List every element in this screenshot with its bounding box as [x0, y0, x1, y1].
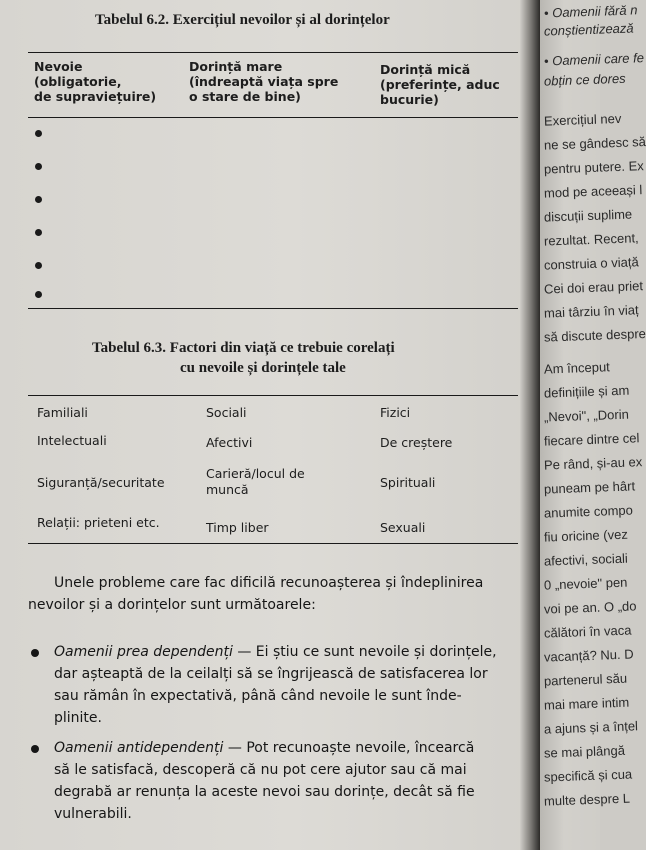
list-bullet: [31, 649, 39, 657]
list-item-line: vulnerabili.: [54, 806, 132, 822]
table-cell: Relații: prieteni etc.: [37, 515, 160, 530]
adjacent-page-line: vacanță? Nu. D: [543, 646, 634, 665]
empty-row-bullet: [35, 130, 42, 137]
adjacent-page-line: voi pe an. O „do: [543, 598, 637, 617]
table-6-2-bottom-rule: [28, 308, 518, 309]
table-6-2-header-rule: [28, 117, 518, 118]
table-cell: De creștere: [380, 435, 453, 450]
column-header-line: bucurie): [380, 92, 439, 107]
table-cell: Familiali: [37, 405, 88, 420]
adjacent-page-line: discuții suplime: [543, 206, 633, 225]
table-cell: Fizici: [380, 405, 411, 420]
table-6-3-caption-line1: Tabelul 6.3. Factori din viață ce trebuie corelați: [92, 340, 395, 356]
adjacent-page-line: • Oamenii care fe: [543, 50, 645, 69]
adjacent-page-line: a ajuns și a înțel: [543, 718, 639, 737]
adjacent-page-line: fiecare dintre cel: [543, 430, 640, 449]
column-header-big-desire: [189, 59, 338, 104]
list-item-line: sau rămân în expectativă, până când nevoile le sunt înde-: [54, 688, 462, 704]
empty-row-bullet: [35, 163, 42, 170]
table-cell: Sociali: [206, 405, 247, 420]
table-cell: Siguranță/securitate: [37, 475, 165, 490]
list-item-line: să le satisfacă, descoperă că nu pot cere ajutor sau că mai: [54, 762, 467, 778]
adjacent-page-line: partenerul său: [543, 670, 628, 689]
adjacent-page-line: „Nevoi", „Dorin: [543, 406, 630, 425]
table-cell: Afectivi: [206, 435, 253, 450]
table-6-3-bottom-rule: [28, 543, 518, 544]
adjacent-page-line: mai târziu în viaț: [543, 302, 639, 321]
adjacent-page-line: pentru putere. Ex: [543, 158, 644, 177]
adjacent-page-line: să discute despre: [543, 326, 646, 345]
adjacent-page-line: Am început: [543, 359, 611, 377]
adjacent-page-line: mod pe aceeași l: [543, 182, 643, 201]
column-header-line: de supraviețuire): [34, 89, 157, 104]
page-gutter: [520, 0, 540, 850]
adjacent-page-line: puneam pe hârt: [543, 478, 636, 497]
empty-row-bullet: [35, 229, 42, 236]
list-item-line: degrabă ar renunța la aceste nevoi sau dorințe, decât să fie: [54, 784, 475, 800]
list-bullet: [31, 745, 39, 753]
adjacent-page-line: specifică și cua: [543, 766, 633, 785]
table-6-2-caption: Tabelul 6.2. Exercițiul nevoilor și al dorințelor: [95, 12, 390, 28]
adjacent-page-line: definițiile și am: [543, 382, 630, 401]
adjacent-page-line: călători în vaca: [543, 622, 632, 641]
adjacent-page-line: construia o viață: [543, 254, 639, 273]
table-cell: Carieră/locul de muncă: [206, 466, 305, 497]
empty-row-bullet: [35, 196, 42, 203]
column-header-small-desire: [380, 62, 500, 107]
adjacent-page-line: fiu oricine (vez: [543, 526, 629, 545]
list-item-term: Oamenii antidependenți: [54, 740, 224, 756]
adjacent-page-line: Cei doi erau priet: [543, 278, 644, 297]
adjacent-page-line: multe despre L: [543, 790, 631, 809]
adjacent-page-line: ne se gândesc să: [543, 134, 646, 153]
adjacent-page-line: rezultat. Recent,: [543, 230, 639, 249]
table-6-3-caption-line2: cu nevoile și dorințele tale: [180, 360, 346, 376]
adjacent-page-line: afectivi, sociali: [543, 550, 629, 569]
intro-line: nevoilor și a dorințelor sunt următoarele:: [28, 597, 316, 613]
list-item-antidependent: [54, 737, 474, 759]
table-cell: Sexuali: [380, 520, 426, 535]
adjacent-page-line: conștientizează: [543, 20, 634, 39]
adjacent-page-line: se mai plângă: [543, 742, 626, 761]
table-cell: Intelectuali: [37, 433, 107, 448]
list-item-line: dar așteaptă de la ceilalți să se îngrijească de satisfacerea lor: [54, 666, 488, 682]
column-header-line: (obligatorie,: [34, 74, 122, 89]
adjacent-page-line: • Oamenii fără n: [543, 2, 638, 21]
column-header-need: [34, 59, 156, 104]
adjacent-page-line: mai mare intim: [543, 694, 630, 713]
list-item-text: — Ei știu ce sunt nevoile și dorințele,: [232, 644, 497, 660]
column-header-line: o stare de bine): [189, 89, 301, 104]
table-6-3-top-rule: [28, 395, 518, 396]
adjacent-page-line: 0 „nevoie" pen: [543, 574, 628, 593]
intro-line: Unele probleme care fac dificilă recunoașterea și îndeplinirea: [54, 575, 484, 591]
adjacent-page-line: anumite compo: [543, 502, 634, 521]
column-header-line: Dorință mare: [189, 59, 283, 74]
column-header-line: Nevoie: [34, 59, 83, 74]
table-cell: Timp liber: [206, 520, 269, 535]
table-6-2-top-rule: [28, 52, 518, 53]
list-item-line: plinite.: [54, 710, 102, 726]
column-header-line: (îndreaptă viața spre: [189, 74, 339, 89]
column-header-line: Dorință mică: [380, 62, 471, 77]
empty-row-bullet: [35, 291, 42, 298]
adjacent-page-line: obțin ce dores: [543, 70, 626, 89]
adjacent-page-line: Exercițiul nev: [543, 110, 622, 129]
list-item-term: Oamenii prea dependenți: [54, 644, 233, 660]
table-cell: Spirituali: [380, 475, 436, 490]
list-item-dependent: [54, 641, 497, 663]
empty-row-bullet: [35, 262, 42, 269]
list-item-text: — Pot recunoaște nevoile, încearcă: [223, 740, 475, 756]
adjacent-page-fragment: [540, 0, 646, 850]
column-header-line: (preferințe, aduc: [380, 77, 500, 92]
adjacent-page-line: Pe rând, și-au ex: [543, 454, 643, 473]
